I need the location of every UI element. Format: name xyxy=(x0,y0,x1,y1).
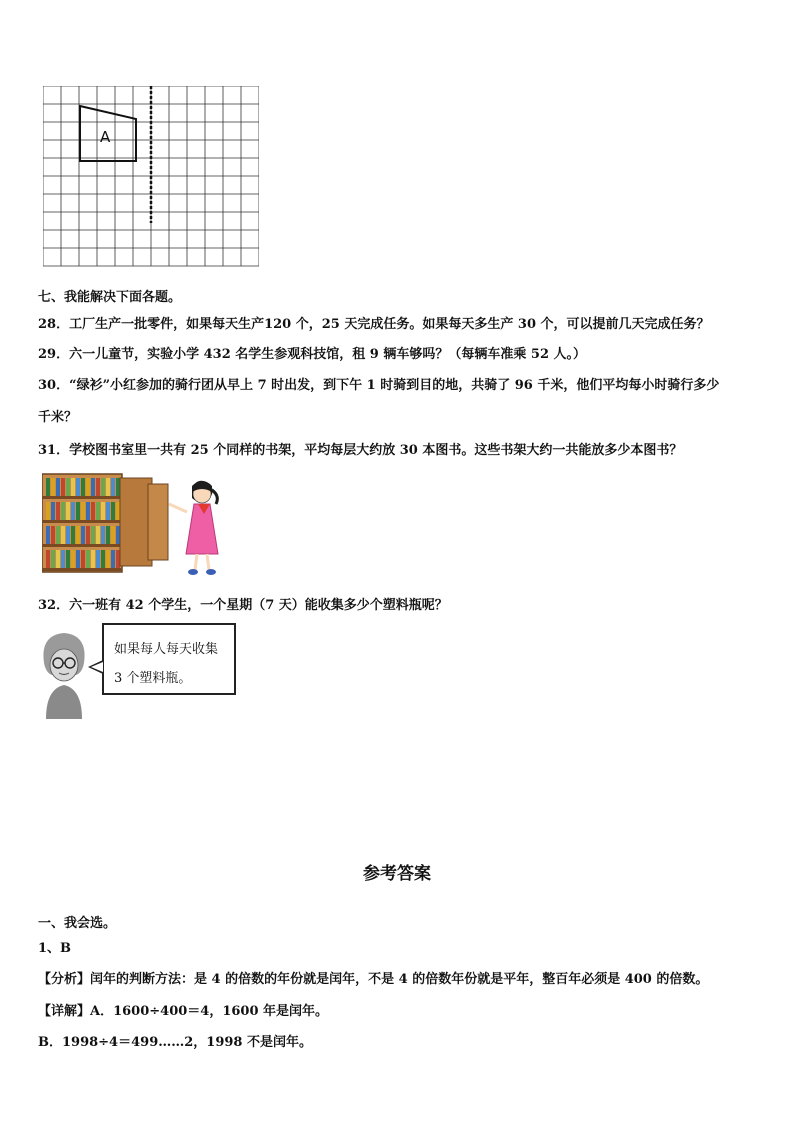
section7-heading: 七、我能解决下面各题。 xyxy=(38,290,182,305)
grid-figure xyxy=(43,86,259,276)
q1-answer: 1、B xyxy=(38,941,72,956)
question-31: 31．学校图书室里一共有 25 个同样的书架，平均每层大约放 30 本图书。这些书架大约一共能放多少本图书？ xyxy=(38,443,683,458)
part1-heading: 一、我会选。 xyxy=(38,916,117,931)
question-30-cont: 千米？ xyxy=(38,410,78,425)
speech-bubble-line2: 3 个塑料瓶。 xyxy=(114,671,192,686)
teacher-illustration xyxy=(40,623,88,719)
question-32: 32．六一班有 42 个学生，一个星期（7 天）能收集多少个塑料瓶呢？ xyxy=(38,598,448,613)
bookshelf-illustration xyxy=(42,470,232,578)
question-28: 28．工厂生产一批零件，如果每天生产120 个，25 天完成任务。如果每天多生产 30 个，可以提前几天完成任务？ xyxy=(38,317,710,332)
girl-figure xyxy=(169,481,218,575)
analysis-text: 【分析】闰年的判断方法：是 4 的倍数的年份就是闰年，不是 4 的倍数年份就是平年，整百年必须是 400 的倍数。 xyxy=(38,972,709,987)
speech-bubble-line1: 如果每人每天收集 xyxy=(114,642,219,657)
detail-text: 【详解】A．1600÷400＝4，1600 年是闰年。 xyxy=(38,1004,329,1019)
question-29: 29．六一儿童节，实验小学 432 名学生参观科技馆，租 9 辆车够吗？（每辆车准乘 52 人。） xyxy=(38,347,587,362)
shape-a-label: A xyxy=(100,128,111,146)
answer-title: 参考答案 xyxy=(363,864,431,884)
line-b-text: B．1998÷4＝499……2，1998 不是闰年。 xyxy=(38,1035,312,1050)
speech-bubble-tail-inner xyxy=(91,662,103,672)
question-30: 30．“绿衫”小红参加的骑行团从早上 7 时出发，到下午 1 时骑到目的地，共骑了 96 千米，他们平均每小时骑行多少 xyxy=(38,378,720,393)
speech-bubble xyxy=(102,623,236,695)
